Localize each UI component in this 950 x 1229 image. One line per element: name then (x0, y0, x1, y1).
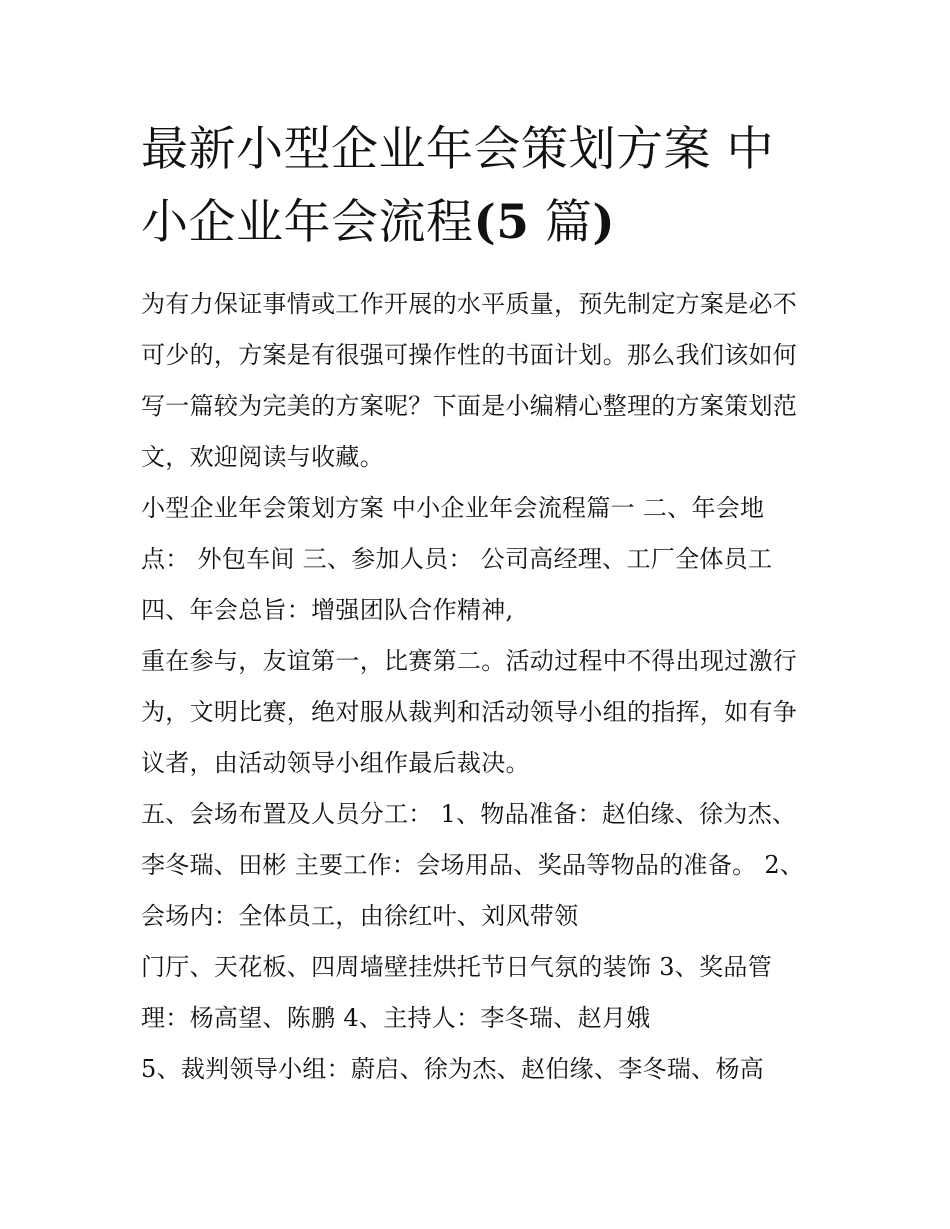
paragraph-intro (141, 279, 831, 483)
document-body (141, 279, 831, 1095)
text-line: 为，文明比赛，绝对服从裁判和活动领导小组的指挥，如有争 (141, 698, 798, 726)
text-line: 门厅、天花板、四周墙壁挂烘托节日气氛的装饰 3、奖品管 (141, 953, 772, 981)
paragraph-decoration (141, 942, 831, 1044)
paragraph-judges (141, 1044, 831, 1095)
text-line: 五、会场布置及人员分工： 1、物品准备：赵伯缘、徐为杰、 (141, 800, 797, 828)
title-count-unit: 篇 (529, 195, 593, 250)
text-line: 点： 外包车间 三、参加人员： 公司高经理、工厂全体员工 (141, 545, 773, 573)
text-line: 小型企业年会策划方案 中小企业年会流程篇一 二、年会地 (141, 494, 765, 522)
title-count-open: (5 (473, 195, 530, 250)
paragraph-principles (141, 636, 831, 789)
text-line: 李冬瑞、田彬 主要工作：会场用品、奖品等物品的准备。 2、 (141, 851, 805, 879)
text-line: 文，欢迎阅读与收藏。 (141, 443, 384, 471)
text-line: 写一篇较为完美的方案呢？下面是小编精心整理的方案策划范 (141, 392, 798, 420)
text-line: 四、年会总旨：增强团队合作精神, (141, 596, 514, 624)
paragraph-venue-staffing (141, 789, 831, 942)
text-line: 重在参与，友谊第一，比赛第二。活动过程中不得出现过激行 (141, 647, 798, 675)
title-line-2 (141, 186, 831, 259)
paragraph-plan-overview (141, 483, 831, 636)
text-line: 理：杨高望、陈鹏 4、主持人：李冬瑞、赵月娥 (141, 1004, 651, 1032)
title-count-close: ) (592, 195, 616, 250)
title-line-2-prefix: 小企业年会流程 (141, 195, 474, 250)
text-line: 议者，由活动领导小组作最后裁决。 (141, 749, 530, 777)
document-title (141, 113, 831, 259)
text-line: 会场内：全体员工，由徐红叶、刘风带领 (141, 902, 579, 930)
title-line-1: 最新小型企业年会策划方案 中 (141, 122, 774, 177)
text-line: 可少的，方案是有很强可操作性的书面计划。那么我们该如何 (141, 341, 798, 369)
text-line: 5、裁判领导小组：蔚启、徐为杰、赵伯缘、李冬瑞、杨高 (141, 1055, 765, 1083)
text-line: 为有力保证事情或工作开展的水平质量，预先制定方案是必不 (141, 290, 798, 318)
